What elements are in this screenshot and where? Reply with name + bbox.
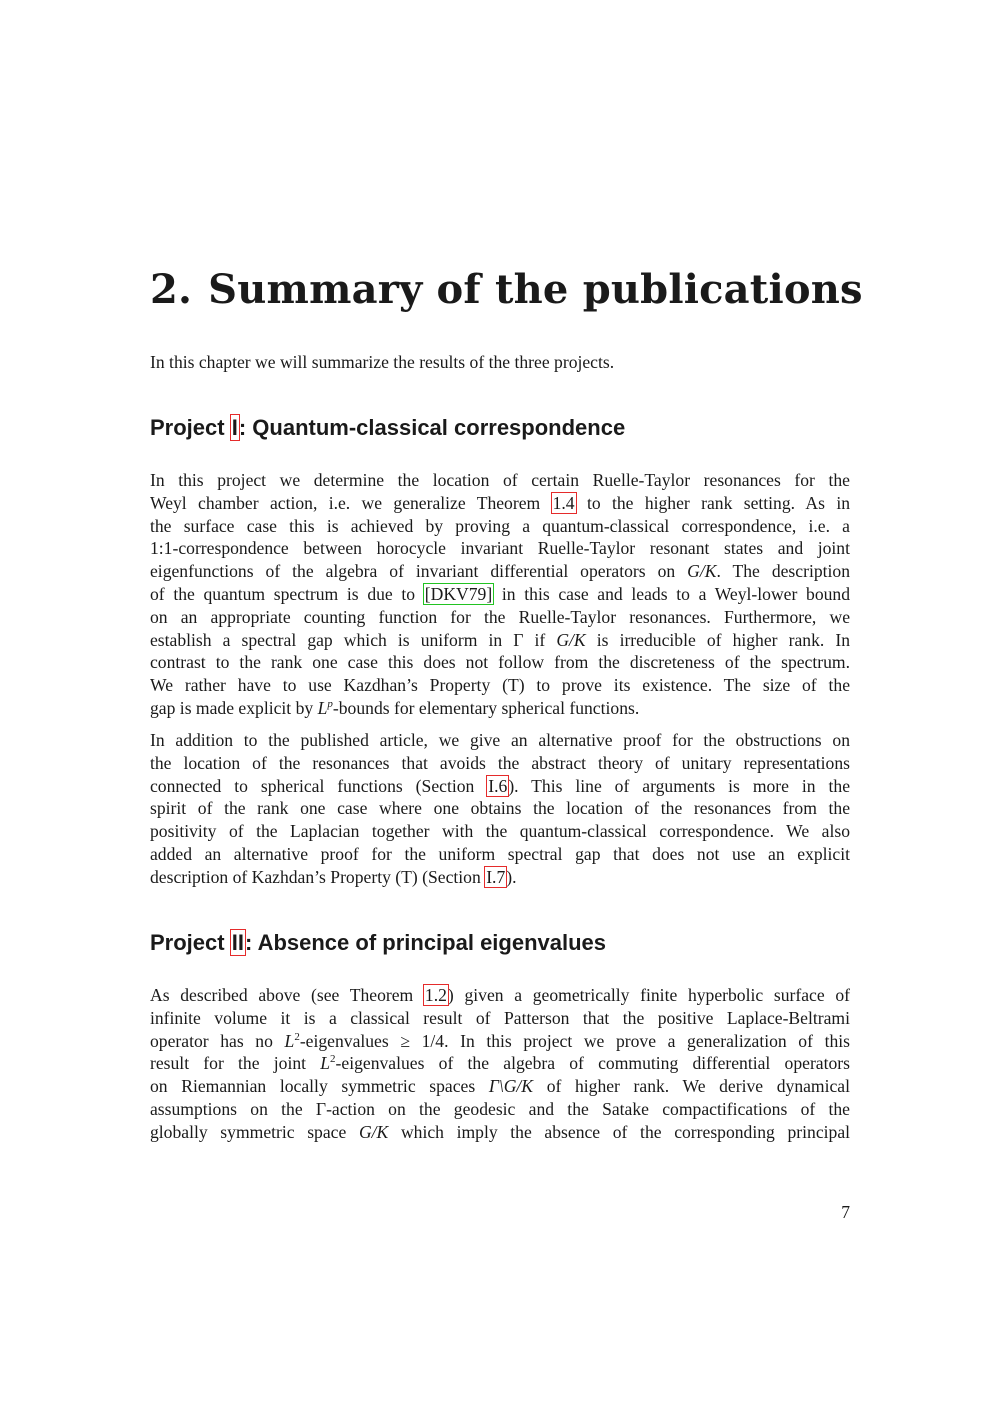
text-line: assumptions on the Γ-action on the geodesic and the Satake compactifications of the	[150, 1098, 850, 1119]
math-expression: L	[320, 1053, 331, 1074]
text-line: establish a spectral gap which is uniform in Γ if G/K is irreducible of higher rank. In	[150, 629, 850, 650]
text-line: on Riemannian locally symmetric spaces Γ\G/K of higher rank. We derive dynamical	[150, 1076, 851, 1097]
text-line: of the quantum spectrum is due to [DKV79] in this case and leads to a Weyl-lower bound	[150, 583, 851, 604]
math-expression: G/K	[556, 629, 586, 650]
project-1-paragraph-2	[150, 729, 850, 889]
text-line: We rather have to use Kazdhan’s Property (T) to prove its existence. The size of the	[150, 675, 850, 696]
project-1-ref-link[interactable]: I	[231, 415, 238, 440]
chapter-title-text: Summary of the publications	[208, 266, 863, 313]
heading-prefix: Project	[150, 415, 225, 440]
text-line: connected to spherical functions (Section I.6). This line of arguments is more in the	[150, 775, 851, 796]
text-line: the surface case this is achieved by proving a quantum-classical correspondence, i.e. a	[150, 515, 850, 536]
math-expression: G/K	[687, 561, 717, 582]
text-line: In addition to the published article, we give an alternative proof for the obstructions on	[150, 730, 850, 750]
math-expression: G/K	[358, 1121, 389, 1142]
document-page	[150, 0, 863, 1414]
project-2-heading	[150, 927, 606, 959]
text-line: In this project we determine the location of certain Ruelle-Taylor resonances for the	[150, 470, 850, 490]
chapter-title	[150, 262, 863, 318]
project-2-paragraph	[150, 984, 850, 1144]
math-expression: Γ\G/K	[488, 1076, 534, 1097]
theorem-ref-link[interactable]: 1.2	[424, 985, 447, 1005]
project-2-ref-link[interactable]: II	[231, 930, 244, 955]
text-line: Weyl chamber action, i.e. we generalize Theorem 1.4 to the higher rank setting. As in	[150, 492, 851, 513]
text-line: gap is made explicit by $L^p$-bounds for elementary spherical functions.	[150, 697, 640, 718]
theorem-ref-link[interactable]: 1.4	[552, 492, 575, 513]
text-line: on an appropriate counting function for the Ruelle-Taylor resonances. Furthermore, we	[150, 606, 850, 627]
page-number: 7	[841, 1202, 850, 1222]
text-line: added an alternative proof for the uniform spectral gap that does not use an explicit	[150, 843, 850, 864]
text-line: spirit of the rank one case where one obtains the location of the resonances from the	[150, 798, 850, 819]
text-line: description of Kazhdan’s Property (T) (Section I.7).	[150, 866, 517, 887]
citation-link[interactable]: [DKV79]	[424, 583, 493, 604]
math-expression: L	[317, 697, 328, 718]
section-ref-link[interactable]: I.7	[486, 866, 506, 887]
text-line: positivity of the Laplacian together with the quantum-classical correspondence. We also	[150, 821, 850, 842]
text-line: operator has no $L^2$-eigenvalues ≥ 1/4. In this project we prove a generalization of this	[150, 1030, 850, 1051]
project-1-heading	[150, 412, 625, 444]
text-line: 1:1-correspondence between horocycle invariant Ruelle-Taylor resonant states and joint	[150, 538, 850, 559]
text-line: result for the joint $L^2$-eigenvalues of the algebra of commuting differential operators	[150, 1053, 850, 1074]
heading-title: : Quantum-classical correspondence	[238, 415, 626, 440]
chapter-intro: In this chapter we will summarize the results of the three projects.	[150, 352, 615, 372]
heading-title: : Absence of principal eigenvalues	[244, 930, 607, 955]
project-1-paragraph-1	[150, 469, 850, 720]
text-line: eigenfunctions of the algebra of invariant differential operators on G/K. The description	[150, 561, 850, 582]
math-expression: L	[284, 1030, 295, 1051]
heading-prefix: Project	[150, 930, 225, 955]
text-line: globally symmetric space G/K which imply the absence of the corresponding principal	[150, 1121, 851, 1142]
text-line: infinite volume it is a classical result of Patterson that the positive Laplace-Beltrami	[150, 1007, 850, 1028]
chapter-number: 2.	[150, 266, 193, 313]
section-ref-link[interactable]: I.6	[488, 775, 508, 796]
text-line: contrast to the rank one case this does not follow from the discreteness of the spectrum.	[150, 652, 850, 673]
text-line: the location of the resonances that avoids the abstract theory of unitary representations	[150, 752, 850, 773]
text-line: As described above (see Theorem 1.2) given a geometrically finite hyperbolic surface of	[150, 985, 851, 1005]
